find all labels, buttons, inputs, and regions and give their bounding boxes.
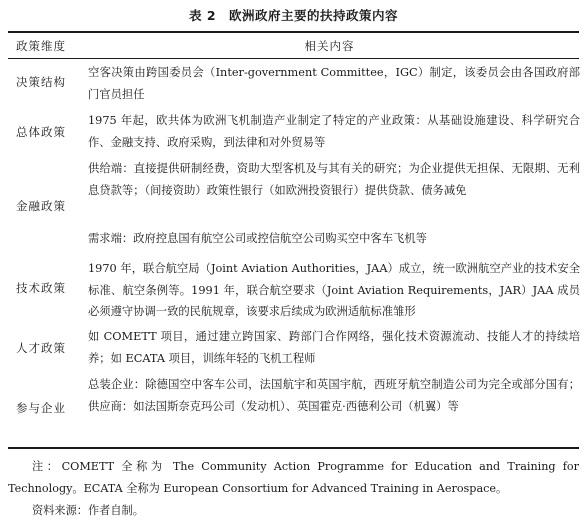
top-rule	[8, 31, 579, 33]
row-content: 如 COMETT 项目，通过建立跨国家、跨部门合作网络，强化技术资源流动、技能人才的持续培养；如 ECATA 项目，训练年轻的飞机工程师	[88, 330, 580, 365]
table-row	[8, 156, 579, 246]
row-category: 人才政策	[16, 341, 66, 355]
header-content: 相关内容	[304, 39, 355, 53]
table-row	[8, 374, 579, 442]
row-category: 金融政策	[16, 199, 66, 213]
source-note: 资料来源：作者自制。	[32, 504, 144, 517]
row-category: 技术政策	[16, 281, 66, 295]
row-content: 1970 年，联合航空局（Joint Aviation Authorities，JAA）成立，统一欧洲航空产业的技术安全标准、航空条例等。1991 年，联合航空要求（Joint Aviation Requirements，JAR）JAA 成员必须遵守协调一致的民航规章，该要求后续成为欧洲适航标准雏形	[88, 262, 580, 318]
table-note: 注：COMETT 全称为 The Community Action Programme for Education and Training for Technology。ECATA 全称为 European Consortium for Advanced Training in Aerospace。	[8, 460, 579, 495]
row-category: 参与企业	[16, 401, 66, 415]
table-row	[8, 62, 579, 106]
table-row	[8, 326, 579, 370]
table-row	[8, 258, 579, 324]
row-content-demand: 需求端：政府控息国有航空公司或控信航空公司购买空中客车飞机等	[88, 232, 427, 245]
row-category: 总体政策	[16, 125, 66, 139]
row-content: 空客决策由跨国委员会（Inter-government Committee，IGC）制定，该委员会由各国政府部门官员担任	[88, 66, 580, 101]
header-rule	[8, 58, 579, 59]
row-content: 1975 年起，欧共体为欧洲飞机制造产业制定了特定的产业政策：从基础设施建设、科学研究合作、金融支持、政府采购，到法律和对外贸易等	[88, 114, 580, 149]
header-dimension: 政策维度	[16, 39, 66, 53]
table-row	[8, 110, 579, 154]
row-content: 供给端：直接提供研制经费，资助大型客机及与其有关的研究；为企业提供无担保、无限期、无利息贷款等；（间接资助）政策性银行（如欧洲投资银行）提供贷款、债务减免	[88, 162, 580, 197]
bottom-rule	[8, 447, 579, 449]
row-category: 决策结构	[16, 75, 66, 89]
row-content: 总装企业：除德国空中客车公司，法国航宇和英国宇航，西班牙航空制造公司为完全或部分国有；供应商：如法国斯奈克玛公司（发动机）、英国霍克·西德利公司（机翼）等	[88, 378, 580, 413]
table-title: 表 2 欧洲政府主要的扶持政策内容	[188, 8, 399, 23]
